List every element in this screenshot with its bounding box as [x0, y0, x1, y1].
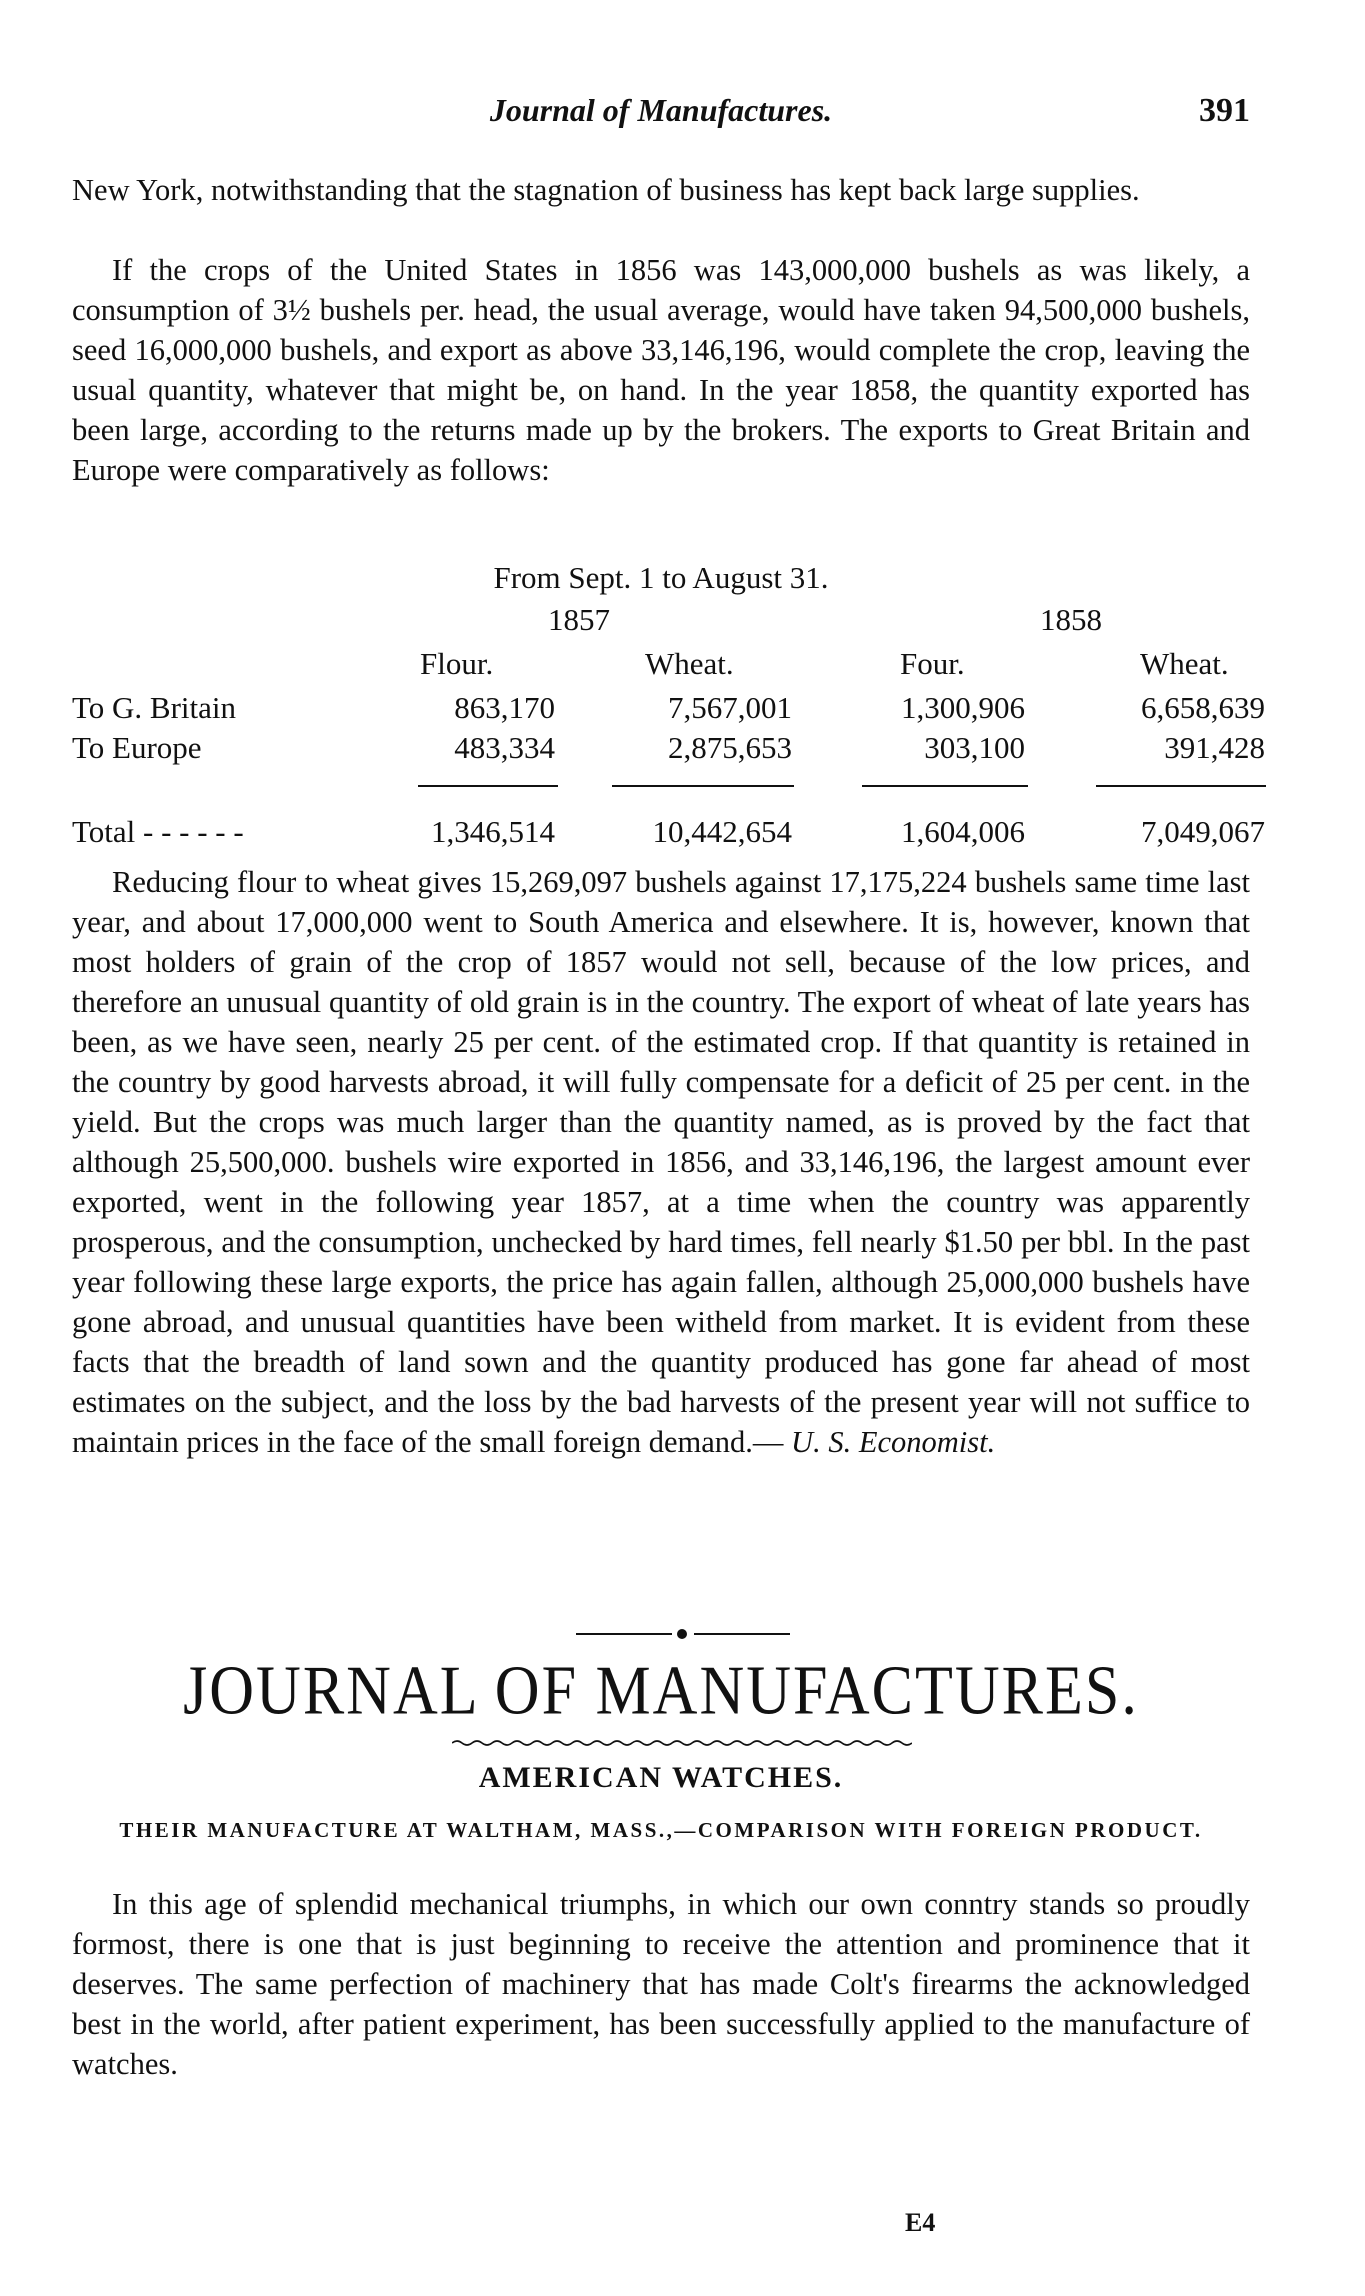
table-rule: [1096, 785, 1266, 787]
table-rule: [418, 785, 558, 787]
signature-mark: E4: [905, 2208, 936, 2237]
table-total-cell: 1,604,006: [901, 814, 1025, 849]
section-divider-ornament: [576, 1628, 790, 1640]
table-cell: 7,567,001: [668, 690, 792, 725]
article-subtitle: THEIR MANUFACTURE AT WALTHAM, MASS.,—COMPARISON WITH FOREIGN PRODUCT.: [119, 1818, 1203, 1842]
table-year-1858: 1858: [1040, 602, 1102, 637]
table-total-cell: 10,442,654: [652, 814, 792, 849]
page-number: 391: [1199, 92, 1250, 129]
paragraph-continuation: New York, notwithstanding that the stagnation of business has kept back large supplies.: [72, 173, 1140, 207]
table-cell: 303,100: [924, 730, 1025, 765]
table-rule: [612, 785, 794, 787]
table-cell: 2,875,653: [668, 730, 792, 765]
table-row-label: To G. Britain: [72, 690, 237, 725]
paragraph-reducing-flour: [72, 862, 1250, 1462]
table-cell: 483,334: [454, 730, 555, 765]
table-caption: From Sept. 1 to August 31.: [493, 560, 829, 595]
source-citation: U. S. Economist.: [791, 1425, 996, 1459]
table-total-label: Total - - - - - -: [72, 814, 244, 849]
table-col-wheat-1857: Wheat.: [645, 646, 734, 681]
table-cell: 863,170: [454, 690, 555, 725]
table-col-flour-1858: Four.: [900, 646, 965, 681]
running-head: [72, 92, 1250, 138]
table-cell: 1,300,906: [901, 690, 1025, 725]
table-year-1857: 1857: [548, 602, 610, 637]
paragraph-watches: In this age of splendid mechanical triumphs, in which our own conntry stands so proudly formost, there is one that is just beginning to receive the attention and prominence that it deserves. The same perfection of machinery that has made Colt's firearms the acknowledged best in the world, after patient experiment, has been successfully applied to the manufacture of watches.: [72, 1887, 1250, 2081]
table-total-cell: 1,346,514: [431, 814, 555, 849]
table-col-wheat-1858: Wheat.: [1140, 646, 1229, 681]
running-title: Journal of Manufactures.: [489, 92, 833, 128]
table-col-flour-1857: Flour.: [420, 646, 494, 681]
paragraph-body: Reducing flour to wheat gives 15,269,097 bushels against 17,175,224 bushels same time last year, and about 17,000,000 went to South America and elsewhere. It is, however, known that most holders of grain of the crop of 1857 would not sell, because of the low prices, and therefore an unusual quantity of old grain is in the country. The export of wheat of late years has been, as we have seen, nearly 25 per cent. of the estimated crop. If that quantity is retained in the country by good harvests abroad, it will fully compensate for a deficit of 25 per cent. in the yield. But the crops was much larger than the quantity named, as is proved by the fact that although 25,500,000. bushels wire exported in 1856, and 33,146,196, the largest amount ever exported, went in the following year 1857, at a time when the country was apparently prosperous, and the consumption, unchecked by hard times, fell nearly $1.50 per bbl. In the past year following these large exports, the price has again fallen, although 25,000,000 bushels have gone abroad, and unusual quantities have been witheld from market. It is evident from these facts that the breadth of land sown and the quantity produced has gone far ahead of most estimates on the subject, and the loss by the bad harvests of the present year will not suffice to maintain prices in the face of the small foreign demand.—: [72, 865, 1250, 1459]
table-row-label: To Europe: [72, 730, 202, 765]
section-title: JOURNAL OF MANUFACTURES.: [183, 1652, 1139, 1730]
table-cell: 6,658,639: [1141, 690, 1265, 725]
table-cell: 391,428: [1164, 730, 1265, 765]
table-rule: [862, 785, 1028, 787]
article-title: AMERICAN WATCHES.: [478, 1761, 844, 1794]
table-total-cell: 7,049,067: [1141, 814, 1265, 849]
paragraph-crops: If the crops of the United States in 1856 was 143,000,000 bushels as was likely, a consumption of 3½ bushels per. head, the usual average, would have taken 94,500,000 bushels, seed 16,000,000 bushels, and export as above 33,146,196, would complete the crop, leaving the usual quantity, whatever that might be, on hand. In the year 1858, the quantity exported has been large, according to the returns made up by the brokers. The exports to Great Britain and Europe were comparatively as follows:: [72, 253, 1250, 487]
wavy-rule: [452, 1739, 912, 1747]
